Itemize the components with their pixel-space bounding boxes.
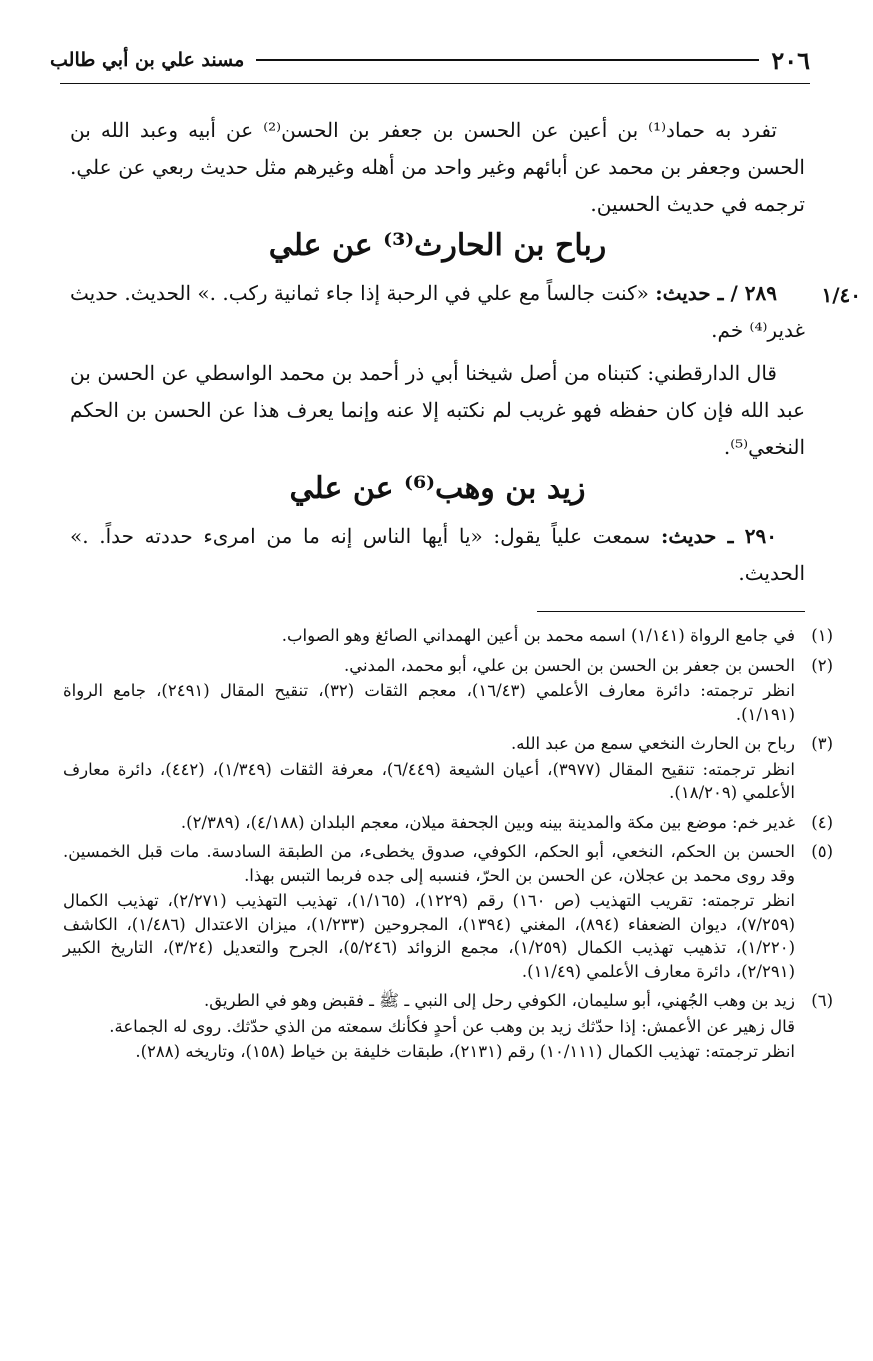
hadith-290-label: ٢٩٠ ـ حديث: [660, 524, 777, 548]
footnote-number: (٢) [811, 655, 833, 675]
footnote-number: (١) [811, 626, 833, 645]
footnote-line: الحسن بن الحكم، النخعي، أبو الحكم، الكوفي، صدوق يخطىء، من الطبقة السادسة. مات قبل الخمسين. وقد روى محمد بن عجلان، عن الحسن بن الحرّ، فنسبه إلى جده فربما التبس بهذا. [63, 842, 795, 885]
footnotes [63, 624, 833, 1070]
footnote-2 [63, 654, 833, 729]
header-rule [60, 83, 810, 84]
margin-note: ١/٤٠ [821, 283, 861, 307]
footnote-line: رباح بن الحارث النخعي سمع من عبد الله. [510, 734, 795, 753]
footnote-number: (٥) [811, 842, 833, 861]
hadith-289-label: ٢٨٩ / ـ حديث: [655, 281, 777, 305]
footnote-number: (٤) [811, 812, 833, 832]
hadith-289-text: «كنت جالساً مع علي في الرحبة إذا جاء ثمانية ركب. .» الحديث. حديث غدير⁽⁴⁾ خم. [70, 281, 805, 342]
page-header [50, 46, 810, 74]
footnote-line: زيد بن وهب الجُهني، أبو سليمان، الكوفي رحل إلى النبي ـ ﷺ ـ فقبض وهو في الطريق. [203, 991, 795, 1010]
footnote-number: (٣) [811, 734, 833, 753]
main-text [70, 112, 805, 592]
hadith-290 [70, 518, 805, 592]
footnote-line: انظر ترجمته: تنقيح المقال (٣٩٧٧)، أعيان الشيعة (٦/٤٤٩)، معرفة الثقات (١/٣٤٩)، (٤٤٢)، دائرة معارف الأعلمي (١٨/٢٠٩). [63, 759, 795, 802]
footnote-3 [63, 732, 833, 807]
footnote-rule [537, 611, 805, 612]
footnote-line: انظر ترجمته: دائرة معارف الأعلمي (١٦/٤٣)، معجم الثقات (٣٢)، تنقيح المقال (٢٤٩١)، جامع الرواة (١/١٩١). [63, 681, 796, 724]
footnote-line: قال زهير عن الأعمش: إذا حدّثك زيد بن وهب عن أحدٍ فكأنك سمعته من الذي حدّثك. روى له الجماعة. [109, 1016, 795, 1036]
footnote-5 [63, 840, 833, 985]
footnote-1 [63, 624, 833, 650]
footnote-line: انظر ترجمته: تقريب التهذيب (ص ١٦٠) رقم (١٢٢٩)، (١/١٦٥)، تهذيب التهذيب (٢/٢٧١)، تهذيب الكمال (٧/٢٥٩)، ديوان الضعفاء (٨٩٤)، المغني (١٣٩٤)، المجروحين (١/٢٣٣)، ميزان الاعتدال (١/٤٨٦)، الكاشف (١/٢٢٠)، تذهيب تهذيب الكمال (١/٢٥٩)، مجمع الزوائد (٥/٢٤٦)، الجرح والتعديل (٣/٢٤)، التاريخ الكبير (٢/٢٩١)، دائرة معارف الأعلمي (١١/٤٩). [63, 891, 796, 981]
footnote-line: الحسن بن جعفر بن الحسن بن الحسن بن علي، أبو محمد، المدني. [343, 655, 795, 675]
book-title: مسند علي بن أبي طالب [50, 49, 245, 71]
hadith-289 [70, 275, 805, 349]
section-heading-zayd: زيد بن وهب⁽⁶⁾ عن علي [289, 471, 586, 506]
hadith-290-text: سمعت علياً يقول: «يا أيها الناس إنه ما من امرىء حددته حداً. .» الحديث. [70, 524, 805, 585]
paragraph-1: تفرد به حماد⁽¹⁾ بن أعين عن الحسن بن جعفر بن الحسن⁽²⁾ عن أبيه وعبد الله بن الحسن وجعفر بن محمد عن أبائهم وغير واحد من أهله وغيرهم مثل حديث ربعي عن علي. ترجمه في حديث الحسين. [70, 118, 805, 216]
footnote-line: غدير خم: موضع بين مكة والمدينة بينه وبين الجحفة ميلان، معجم البلدان (٤/١٨٨)، (٢/٣٨٩). [180, 812, 795, 832]
section-heading-rabah: رباح بن الحارث⁽³⁾ عن علي [268, 228, 607, 263]
footnote-line: في جامع الرواة (١/١٤١) اسمه محمد بن أعين الهمداني الصائغ وهو الصواب. [281, 626, 795, 645]
footnote-line: انظر ترجمته: تهذيب الكمال (١٠/١١١) رقم (٢١٣١)، طبقات خليفة بن خياط (١٥٨)، وتاريخه (٢٨٨). [135, 1042, 795, 1061]
footnote-number: (٦) [811, 991, 833, 1010]
footnote-6 [63, 989, 833, 1066]
page-number: ٢٠٦ [771, 45, 810, 75]
footnote-4 [63, 811, 833, 837]
header-line [256, 59, 759, 61]
paragraph-2: قال الدارقطني: كتبناه من أصل شيخنا أبي ذر أحمد بن محمد الواسطي عن الحسن بن عبد الله فإن كان حفظه فهو غريب لم نكتبه إلا عنه وإنما يعرف هذا عن الحسن بن الحكم النخعي⁽⁵⁾. [70, 361, 806, 459]
